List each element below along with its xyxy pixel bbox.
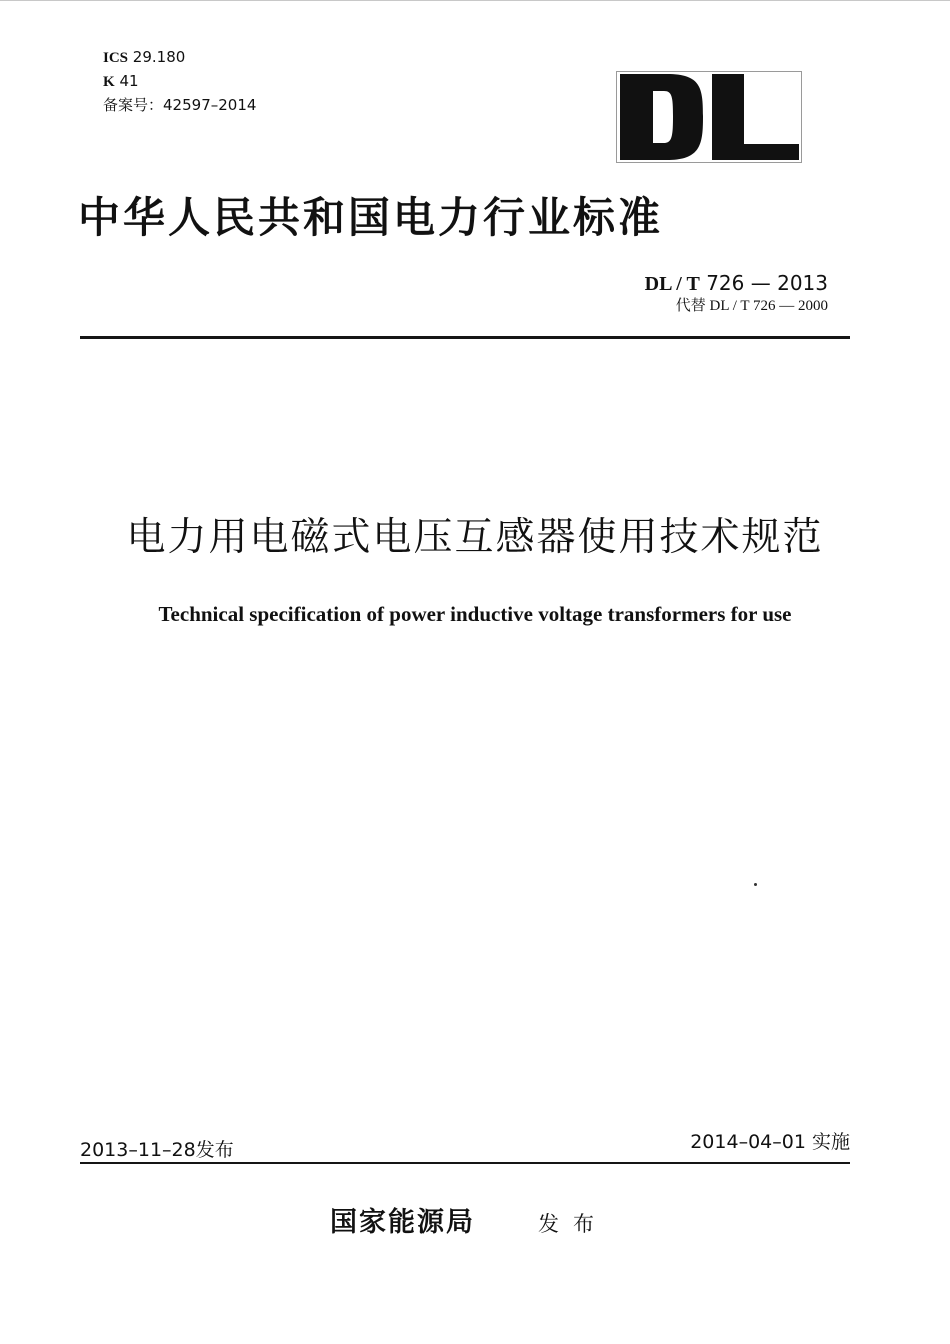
effective-date-value: 2014–04–01 <box>690 1131 806 1153</box>
issue-date <box>80 1136 234 1164</box>
issue-date-label: 发布 <box>195 1139 234 1161</box>
ics-code <box>103 48 185 67</box>
ccs-label: K <box>103 74 115 90</box>
scan-top-edge <box>0 0 950 1</box>
ccs-value: 41 <box>119 72 139 90</box>
ccs-code <box>103 72 139 91</box>
standard-number-prefix: DL / T <box>644 273 700 295</box>
document-title-english: Technical specification of power inductive voltage transformers for use <box>158 602 792 626</box>
record-label: 备案号： <box>103 96 164 114</box>
dl-logo-mark <box>617 72 801 162</box>
footer-divider <box>80 1162 850 1164</box>
dl-logo-icon <box>616 71 802 163</box>
standard-number <box>560 270 828 297</box>
ics-label: ICS <box>103 50 129 66</box>
ics-value: 29.180 <box>132 48 186 66</box>
effective-date <box>600 1128 850 1156</box>
scan-speck <box>754 883 757 886</box>
document-title-chinese: 电力用电磁式电压互感器使用技术规范 <box>126 515 824 560</box>
standard-number-value: 726 — 2013 <box>706 271 828 295</box>
header-divider <box>80 336 850 339</box>
issuing-authority: 国家能源局 <box>330 1207 475 1238</box>
industry-standard-title: 中华人民共和国电力行业标准 <box>78 193 664 242</box>
effective-date-label: 实施 <box>811 1131 850 1153</box>
record-number <box>103 96 256 114</box>
record-value: 42597–2014 <box>163 96 257 114</box>
issue-date-value: 2013–11–28 <box>80 1139 196 1161</box>
replaces-standard: 代替 DL / T 726 — 2000 <box>675 298 828 314</box>
issuing-action: 发布 <box>538 1212 608 1236</box>
